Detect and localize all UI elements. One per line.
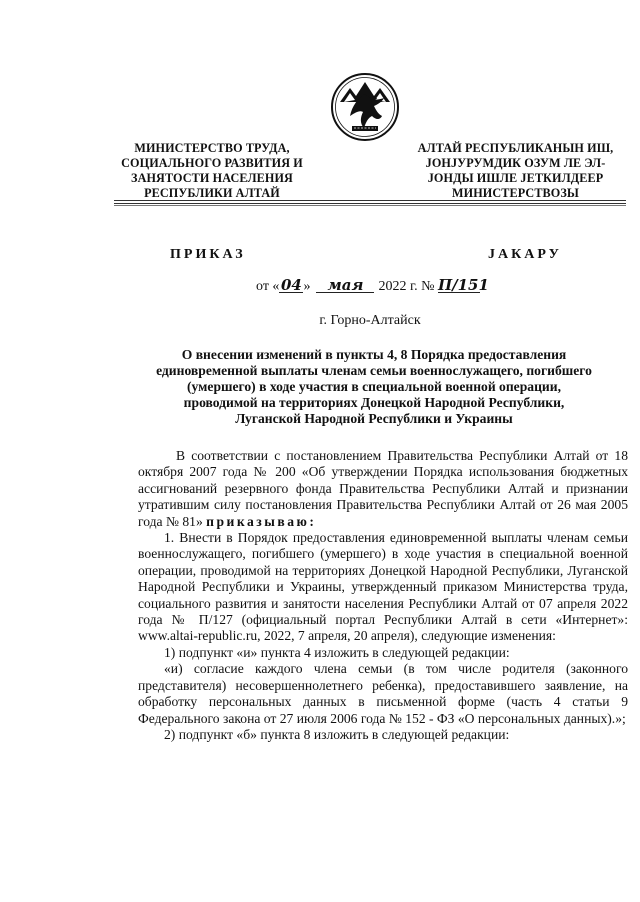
title-line-3: (умершего) в ходе участия в специальной военной операции, (187, 379, 561, 394)
document-body (138, 448, 628, 743)
date-prefix: от « (256, 279, 280, 294)
title-line-2: единовременной выплаты членам семьи военнослужащего, погибшего (156, 363, 592, 378)
paragraph-subitem-2: 2) подпункт «б» пункта 8 изложить в следующей редакции: (164, 726, 510, 742)
document-title (118, 347, 630, 427)
handwritten-day: 04 (281, 276, 302, 294)
order-word-russian: ПРИКАЗ (170, 247, 246, 262)
ministry-alt-line-1: АЛТАЙ РЕСПУБЛИКАНЫН ИШ, (417, 141, 614, 155)
ministry-alt-line-4: МИНИСТЕРСТВОЗЫ (452, 186, 579, 200)
command-word: приказываю: (206, 513, 317, 529)
city-name: г. Горно-Алтайск (319, 313, 421, 328)
ministry-ru-line-4: РЕСПУБЛИКИ АЛТАЙ (144, 186, 280, 200)
ministry-ru-line-1: МИНИСТЕРСТВО ТРУДА, (134, 141, 290, 155)
year-and-number-label: 2022 г. № (378, 279, 435, 294)
ministry-alt-line-3: ЈОНДЫ ИШЛЕ ЈЕТКИЛДЕЕР (427, 171, 604, 185)
header-divider (114, 203, 626, 204)
date-quote-close: » (303, 279, 311, 294)
handwritten-order-number: П/151 (437, 276, 489, 294)
ministry-name-russian (112, 141, 312, 201)
paragraph-item-1: 1. Внести в Порядок предоставления единовременной выплаты членам семьи военнослужащего, погибшего (умершего) в ходе участия в специальной военной операции, проводимой на территориях Донецкой Народной Республики, Луганской Народной Республики и Украины, утвержденный приказом Министерства труда, социального развития и занятости населения Республики Алтай от 07 апреля 2022 года № П/127 (официальный портал Республики Алтай в сети «Интернет»: www.altai-republic.ru, 2022, 7 апреля, 20 апреля), следующие изменения: (138, 530, 628, 644)
altai-griffin-emblem-icon (330, 72, 400, 142)
ministry-alt-line-2: ЈОНЈУРУМДИК ОЗУМ ЛЕ ЭЛ- (425, 156, 606, 170)
paragraph-quoted-text: «и) согласие каждого члена семьи (в том числе родителя (законного представителя) несовершеннолетнего ребенка), предоставившего заявление, на обработку персональных данных в письменной форме (часть 4 статьи 9 Федерального закона от 27 июля 2006 года № 152 - ФЗ «О персональных данных).»; (138, 661, 628, 726)
ministry-name-altai (403, 141, 628, 201)
title-line-5: Луганской Народной Республики и Украины (235, 411, 513, 426)
ministry-ru-line-3: ЗАНЯТОСТИ НАСЕЛЕНИЯ (131, 171, 293, 185)
order-date-line (256, 276, 489, 295)
paragraph-subitem-1: 1) подпункт «и» пункта 4 изложить в следующей редакции: (164, 644, 510, 660)
handwritten-month: мая (316, 278, 374, 293)
paragraph-preamble (138, 448, 628, 530)
title-line-1: О внесении изменений в пункты 4, 8 Порядка предоставления (181, 347, 567, 362)
preamble-text: В соответствии с постановлением Правительства Республики Алтай от 18 октября 2007 года № 200 «Об утверждении Порядка использования бюджетных ассигнований резервного фонда Правительства Республики Алтай и признании утратившим силу постановления Правительства Республики Алтай от 26 мая 2005 года № 81» (138, 448, 628, 529)
order-word-altai: ЈАКАРУ (488, 247, 562, 262)
ministry-ru-line-2: СОЦИАЛЬНОГО РАЗВИТИЯ И (121, 156, 303, 170)
header-divider (114, 205, 626, 206)
title-line-4: проводимой на территориях Донецкой Народной Республики, (183, 395, 565, 410)
header-divider (114, 200, 626, 201)
